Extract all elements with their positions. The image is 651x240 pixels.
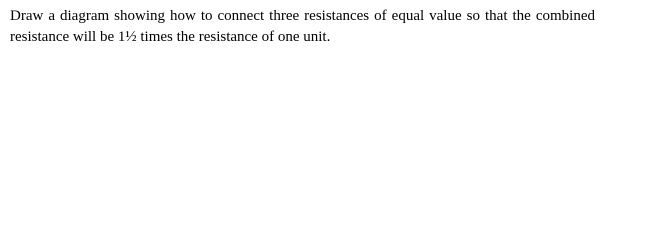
question-text: Draw a diagram showing how to connect three resistances of equal value so that the combined resistance will be 1½ times the resistance of one unit. (10, 8, 595, 45)
question-block (10, 6, 595, 48)
